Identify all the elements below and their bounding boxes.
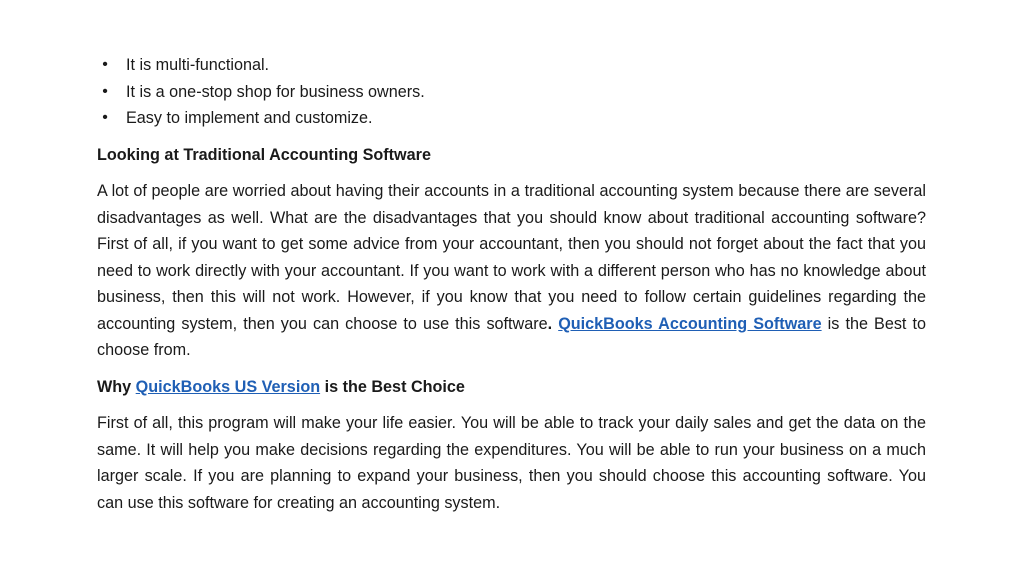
quickbooks-accounting-software-link[interactable]: QuickBooks Accounting Software bbox=[558, 314, 822, 333]
heading-prefix: Why bbox=[97, 377, 136, 396]
document-page bbox=[97, 52, 926, 526]
paragraph-traditional bbox=[97, 178, 926, 364]
list-item bbox=[97, 105, 926, 132]
feature-bullet-list bbox=[97, 52, 926, 132]
bullet-icon: • bbox=[102, 109, 108, 126]
paragraph-text: A lot of people are worried about having their accounts in a traditional accounting system because there are several disadvantages as well. What are the disadvantages that you should know about traditional accounting software? First of all, if you want to get some advice from your accountant, then you should not forget about the fact that you need to work directly with your accountant. If you want to work with a different person who has no knowledge about business, then this will not work. However, if you know that you need to follow certain guidelines regarding the accounting system, then you can choose to use this software bbox=[97, 182, 926, 333]
quickbooks-us-version-link[interactable]: QuickBooks US Version bbox=[135, 377, 321, 396]
bullet-icon: • bbox=[102, 56, 108, 73]
section-heading-traditional: Looking at Traditional Accounting Software bbox=[97, 145, 431, 164]
section-heading-why bbox=[97, 374, 926, 401]
bullet-text: Easy to implement and customize. bbox=[126, 109, 373, 127]
paragraph-why: First of all, this program will make your life easier. You will be able to track your daily sales and get the data on the same. It will help you make decisions regarding the expenditures. You will be able to run your business on a much larger scale. If you are planning to expand your business, then you should choose this accounting software. You can use this software for creating an accounting system. bbox=[97, 414, 926, 512]
heading-suffix: is the Best Choice bbox=[320, 377, 465, 396]
bullet-text: It is multi-functional. bbox=[126, 56, 270, 74]
list-item bbox=[97, 79, 926, 106]
bullet-icon: • bbox=[102, 82, 108, 100]
bullet-text: It is a one-stop shop for business owners. bbox=[126, 82, 425, 101]
list-item bbox=[97, 52, 926, 79]
paragraph-tail: is the Best to choose from. bbox=[97, 314, 926, 359]
paragraph-period: . bbox=[547, 314, 553, 333]
